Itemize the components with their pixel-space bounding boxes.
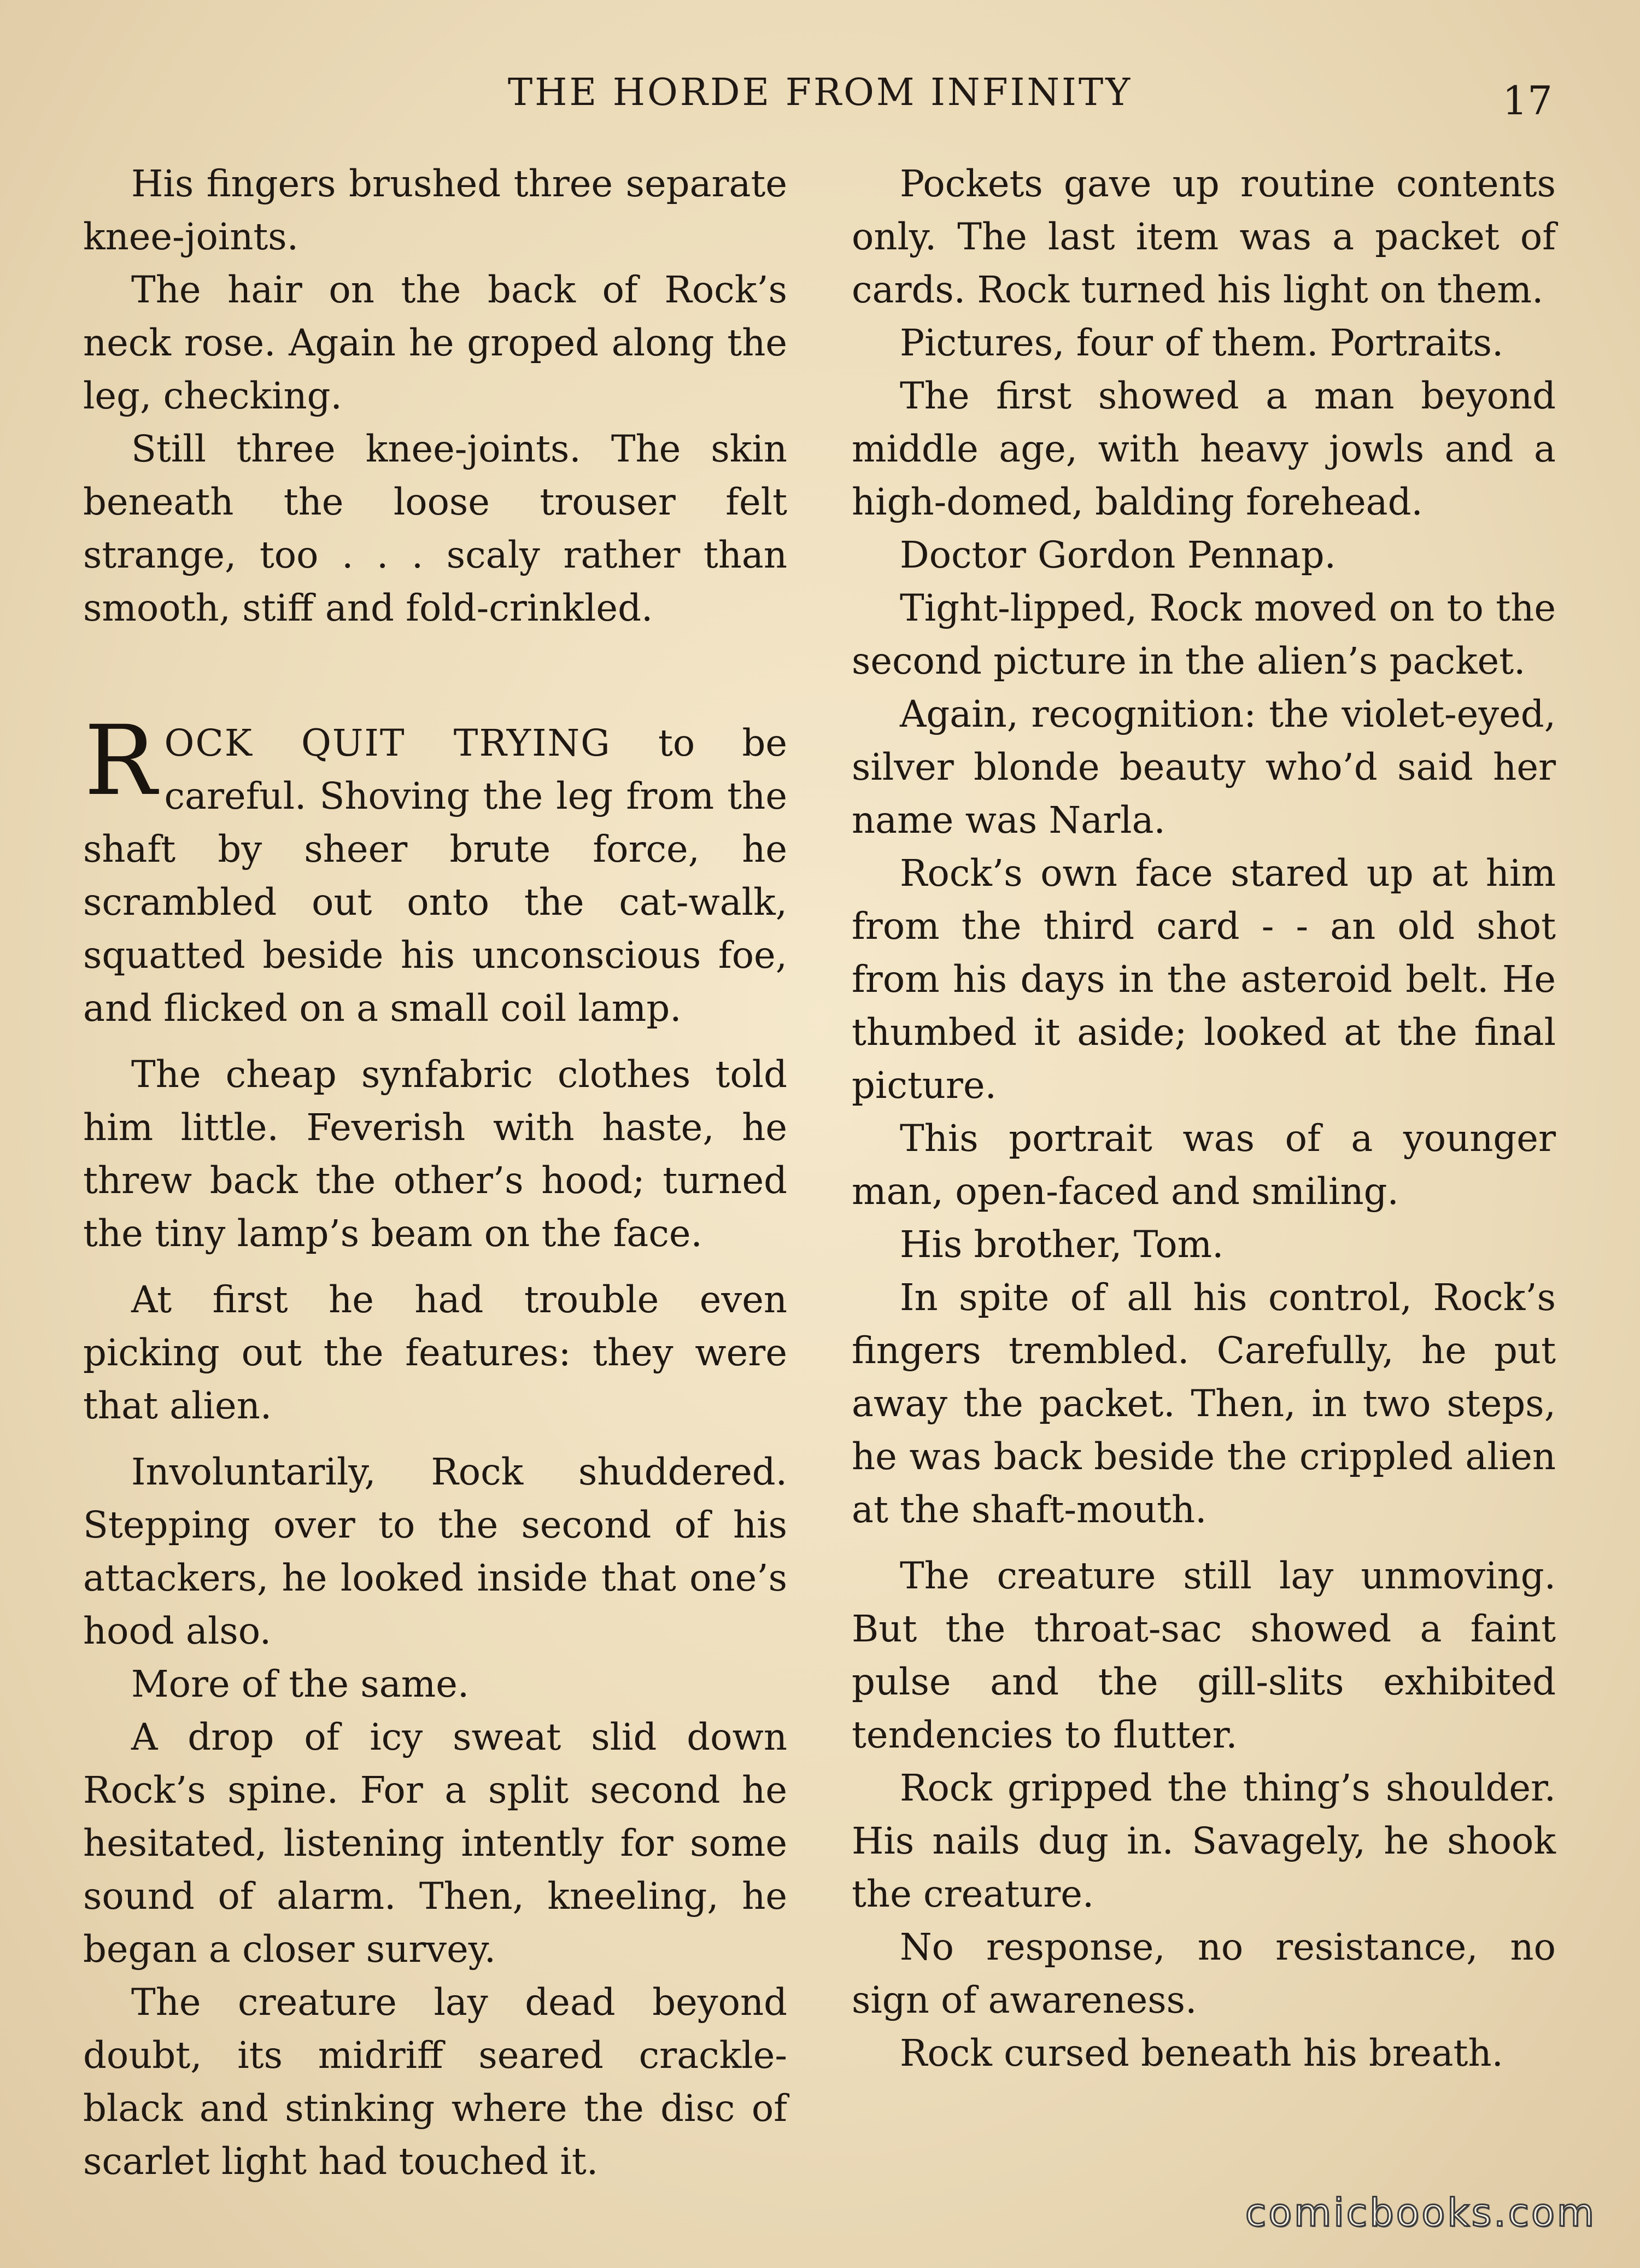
- paragraph: A drop of icy sweat slid down Rock’s spine. For a split second he hesitated, listening intently for some sound of alarm. Then, kneeling, he began a closer survey.: [83, 1716, 787, 1971]
- paragraph: His fingers brushed three separate knee-joints.: [83, 162, 787, 258]
- paragraph: Again, recognition: the violet-eyed, silver blonde beauty who’d said her name was Narla.: [852, 693, 1556, 841]
- paragraph: The first showed a man beyond middle age, with heavy jowls and a high-domed, balding forehead.: [852, 375, 1556, 523]
- paragraph: The creature still lay unmoving. But the throat-sac showed a faint pulse and the gill-slits exhibited tendencies to flutter.: [852, 1554, 1556, 1756]
- paragraph: The cheap synfabric clothes told him little. Feverish with haste, he threw back the other’s hood; turned the tiny lamp’s beam on the face.: [83, 1053, 787, 1255]
- paragraph: Pockets gave up routine contents only. The last item was a packet of cards. Rock turned his light on them.: [852, 162, 1556, 311]
- left-column: [83, 157, 787, 2188]
- drop-cap: R: [84, 705, 157, 817]
- section-opening-paragraph: [83, 705, 787, 1035]
- paragraph: The creature lay dead beyond doubt, its midriff seared crackle-black and stinking where the disc of scarlet light had touched it.: [83, 1981, 787, 2183]
- paragraph: Doctor Gordon Pennap.: [900, 534, 1336, 576]
- right-column: [852, 157, 1556, 2080]
- paragraph-text: to be careful. Shoving the leg from the shaft by sheer brute force, he scrambled out onto the cat-walk, squatted beside his unconscious foe, and flicked on a small coil lamp.: [83, 722, 787, 1030]
- paragraph: At first he had trouble even picking out the features: they were that alien.: [83, 1278, 787, 1427]
- lead-in-caps: OCK QUIT TRYING: [164, 722, 611, 764]
- paragraph: Rock cursed beneath his breath.: [900, 2032, 1503, 2074]
- paragraph: Still three knee-joints. The skin beneath the loose trouser felt strange, too . . . scaly rather than smooth, stiff and fold-crinkled.: [83, 428, 787, 629]
- paragraph: Pictures, four of them. Portraits.: [900, 322, 1504, 364]
- page-number: 17: [1502, 78, 1553, 124]
- paragraph: In spite of all his control, Rock’s fingers trembled. Carefully, he put away the packet. Then, in two steps, he was back beside the crippled alien at the shaft-mouth.: [852, 1276, 1556, 1531]
- paragraph: No response, no resistance, no sign of awareness.: [852, 1926, 1556, 2021]
- running-title: THE HORDE FROM INFINITY: [507, 71, 1133, 114]
- paragraph: Rock’s own face stared up at him from the third card - - an old shot from his days in the asteroid belt. He thumbed it aside; looked at the final picture.: [852, 852, 1556, 1107]
- paragraph: This portrait was of a younger man, open-faced and smiling.: [852, 1117, 1556, 1213]
- paragraph: The hair on the back of Rock’s neck rose. Again he groped along the leg, checking.: [83, 268, 787, 417]
- site-watermark: comicbooks.com: [1245, 2190, 1596, 2235]
- paragraph: More of the same.: [131, 1663, 470, 1705]
- paragraph: His brother, Tom.: [900, 1223, 1224, 1266]
- paragraph: Tight-lipped, Rock moved on to the second picture in the alien’s packet.: [852, 587, 1556, 682]
- paragraph: Rock gripped the thing’s shoulder. His nails dug in. Savagely, he shook the creature.: [852, 1767, 1556, 1915]
- paragraph: Involuntarily, Rock shuddered. Stepping over to the second of his attackers, he looked inside that one’s hood also.: [83, 1451, 787, 1652]
